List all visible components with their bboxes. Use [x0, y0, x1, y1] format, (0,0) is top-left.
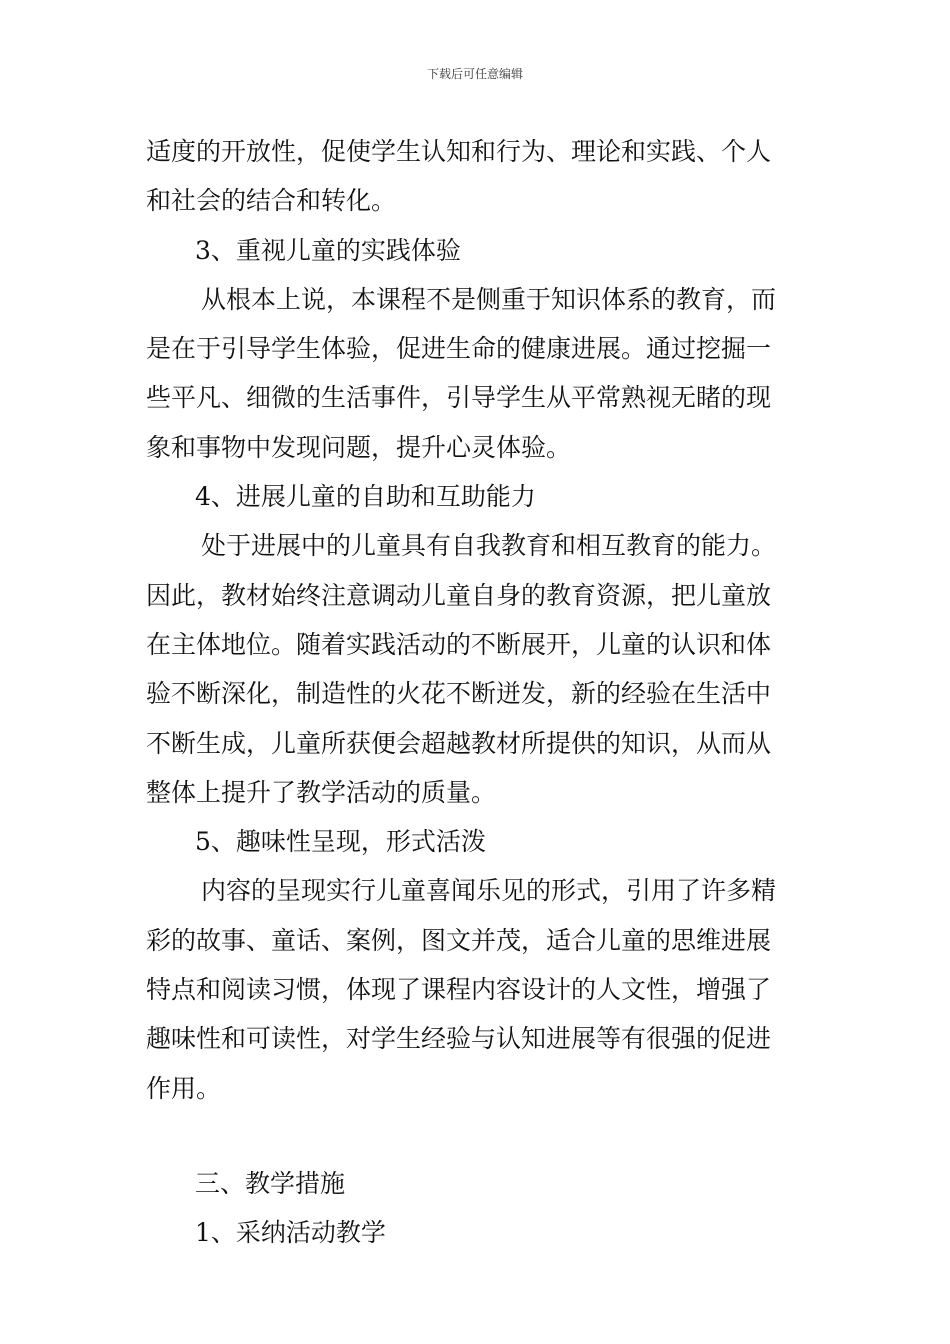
page-header: 下载后可任意编辑 — [426, 67, 523, 81]
body-line: 和社会的结合和转化。 — [146, 186, 397, 216]
body-line: 从根本上说，本课程不是侧重于知识体系的教育，而 — [201, 284, 777, 314]
body-line: 象和事物中发现问题，提升心灵体验。 — [146, 432, 572, 462]
body-line: 验不断深化，制造性的火花不断迸发，新的经验在生活中 — [146, 679, 772, 709]
section-heading: 1、采纳活动教学 — [195, 1218, 386, 1248]
body-line: 适度的开放性，促使学生认知和行为、理论和实践、个人 — [146, 137, 772, 166]
section-heading: 5、趣味性呈现，形式活泼 — [195, 827, 486, 857]
section-heading: 4、进展儿童的自助和互助能力 — [195, 482, 536, 512]
body-line: 内容的呈现实行儿童喜闻乐见的形式，引用了许多精 — [201, 876, 777, 906]
section-heading: 三、教学措施 — [195, 1168, 346, 1198]
body-line: 整体上提升了教学活动的质量。 — [146, 777, 497, 807]
body-line: 因此，教材始终注意调动儿童自身的教育资源，把儿童放 — [146, 580, 772, 610]
body-line: 彩的故事、童话、案例，图文并茂，适合儿童的思维进展 — [146, 925, 772, 955]
body-line: 特点和阅读习惯，体现了课程内容设计的人文性，增强了 — [146, 975, 772, 1005]
body-line: 不断生成，儿童所获便会超越教材所提供的知识，从而从 — [146, 728, 772, 758]
section-heading: 3、重视儿童的实践体验 — [195, 235, 461, 265]
body-line: 是在于引导学生体验，促进生命的健康进展。通过挖掘一 — [146, 334, 772, 364]
body-line: 趣味性和可读性，对学生经验与认知进展等有很强的促进 — [146, 1024, 772, 1054]
document-body — [146, 127, 808, 1258]
body-line: 些平凡、细微的生活事件，引导学生从平常熟视无睹的现 — [146, 383, 772, 413]
body-line: 在主体地位。随着实践活动的不断展开，儿童的认识和体 — [146, 629, 772, 659]
spacer — [146, 1113, 808, 1159]
body-line: 处于进展中的儿童具有自我教育和相互教育的能力。 — [201, 531, 777, 561]
body-line: 作用。 — [146, 1073, 222, 1103]
